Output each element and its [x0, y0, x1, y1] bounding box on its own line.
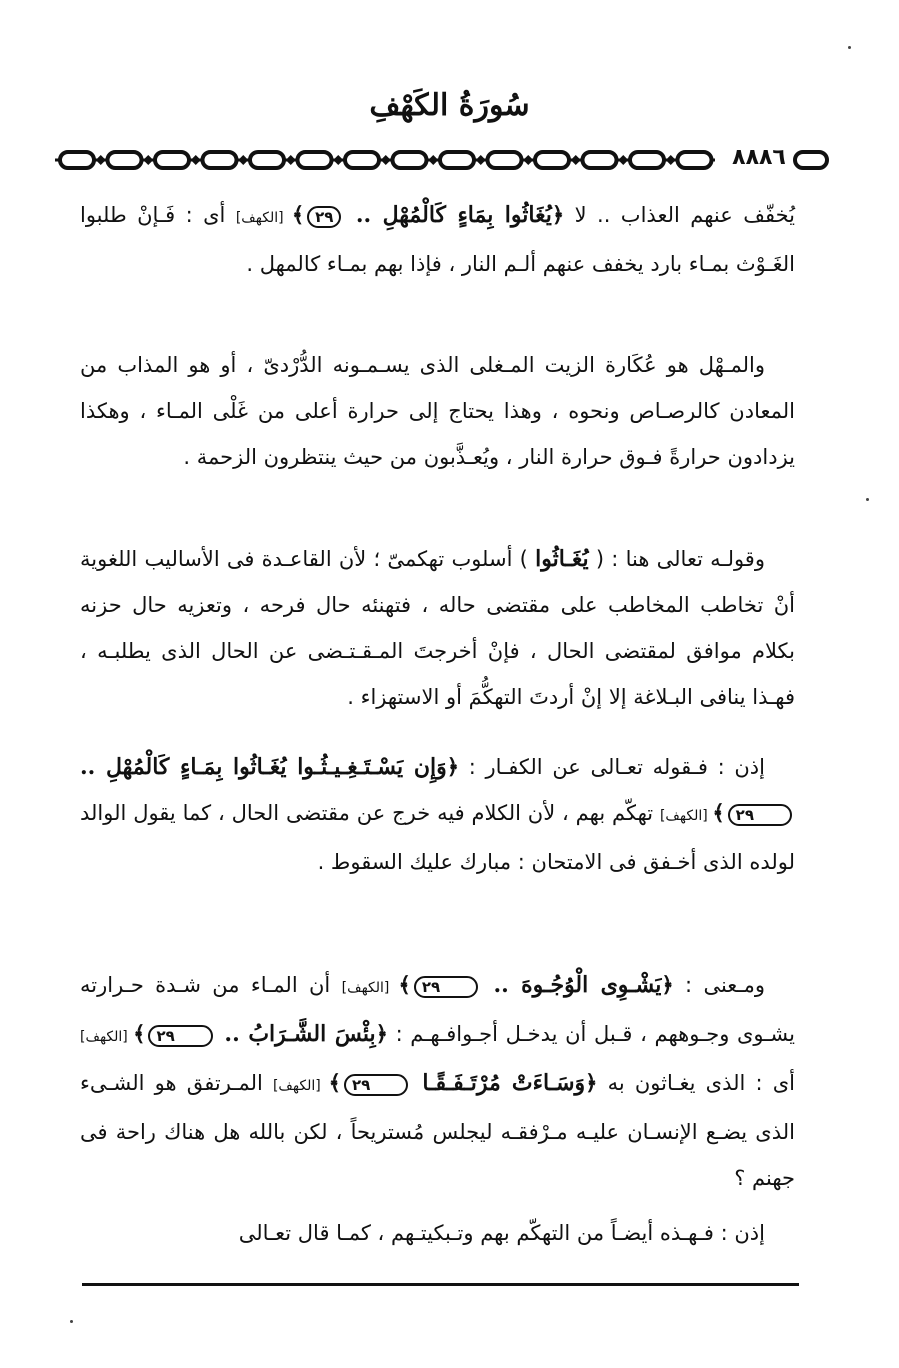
- ornament-diamond: [666, 155, 676, 165]
- quran-bracket: ﴿: [661, 972, 674, 997]
- surah-reference: [الكهف]: [235, 210, 292, 226]
- body-paragraph: [80, 342, 795, 480]
- ayah-number: ٢٩: [148, 1025, 212, 1047]
- ornament-diamond: [191, 155, 201, 165]
- ayah-number: ٢٩: [344, 1074, 408, 1096]
- scan-speck: [848, 46, 851, 49]
- ornament-oval: [630, 152, 664, 168]
- ornament-oval: [250, 152, 284, 168]
- body-text-run: إذن : فـقوله تعـالى عن الكفـار :: [459, 755, 765, 779]
- body-text-run: تهكّم بهم ، لأن الكلام فيه خرج عن مقتضى الحال ، كما يقول الوالد لولده الذى أخـفق فى الامتحان : مبارك عليك السقوط .: [80, 801, 795, 874]
- body-text-run: أى : الذى يغـاثون به: [597, 1071, 795, 1095]
- ornament-oval: [393, 152, 427, 168]
- quran-quote: يُغَـاثُوا: [535, 546, 589, 572]
- quran-bracket: ﴾: [133, 1021, 146, 1046]
- ornament-oval: [678, 152, 712, 168]
- quran-bracket: ﴾: [712, 800, 725, 825]
- quran-quote: يُغَاثُوا بِمَاءٍ كَالْمُهْلِ ..: [344, 202, 552, 228]
- quran-bracket: ﴾: [398, 972, 411, 997]
- ornament-diamond: [381, 155, 391, 165]
- surah-reference: [الكهف]: [341, 980, 399, 996]
- footer-rule: [82, 1283, 799, 1286]
- body-paragraph: [80, 962, 795, 1201]
- body-text-run: والمـهْل هو عُكَارة الزيت المـغلى الذى يسـمـونه الدُّرْدىّ ، أو هو المذاب من المعادن كالرصـاص ونحوه ، وهذا يحتاج إلى حرارة أعلى من غَلْى المـاء ، وهكذا يزدادون حرارةً فـوق حرارة النار ، ويُعـذَّبون من حيث ينتظرون الزحمة .: [80, 353, 795, 469]
- ornament-diamond: [476, 155, 486, 165]
- ornament-diamond: [523, 155, 533, 165]
- ornament-oval: [440, 152, 474, 168]
- body-text-run: وقولـه تعالى هنا : (: [588, 547, 765, 571]
- body-paragraph: [80, 744, 795, 885]
- ornament-diamond: [618, 155, 628, 165]
- ayah-number: ٢٩: [307, 206, 341, 228]
- body-text-run: يُخفّف عنهم العذاب .. لا: [564, 203, 795, 227]
- ayah-number: ٢٩: [728, 804, 792, 826]
- ornament-oval: [203, 152, 237, 168]
- header-ornament-band: [55, 145, 830, 175]
- ornament-oval: [345, 152, 379, 168]
- ornament-diamond: [286, 155, 296, 165]
- ornament-diamond: [333, 155, 343, 165]
- ornament-diamond: [428, 155, 438, 165]
- ornament-oval: [60, 152, 94, 168]
- ornament-oval: [298, 152, 332, 168]
- body-text-run: ومـعنى :: [673, 973, 765, 997]
- page-number: ٨٨٨٦: [732, 145, 786, 170]
- quran-bracket: ﴿: [375, 1021, 388, 1046]
- body-text-run: إذن : فـهـذه أيضـاً من التهكّم بهم وتـبكيتـهم ، كمـا قال تعـالى: [238, 1221, 765, 1245]
- body-paragraph: [80, 192, 795, 287]
- quran-bracket: ﴿: [446, 754, 460, 779]
- quran-quote: يَشْـوِى الْوُجُـوهَ ..: [481, 972, 662, 998]
- ornament-oval: [535, 152, 569, 168]
- scan-speck: [866, 498, 869, 501]
- ornament-oval: [108, 152, 142, 168]
- body-text-run: أى : فَـإنْ طلبوا الغَـوْث بمـاء بارد يخفف عنهم ألـم النار ، فإذا بهم بمـاء كالمهل .: [80, 203, 795, 276]
- ornament-end-cap: [795, 152, 827, 168]
- ornament-oval: [155, 152, 189, 168]
- body-paragraph: [80, 1210, 795, 1256]
- quran-bracket: ﴾: [328, 1070, 341, 1095]
- ornament-oval: [583, 152, 617, 168]
- scan-speck: [70, 1320, 73, 1323]
- quran-quote: وَسَـاءَتْ مُرْتَـفَـقًـا: [411, 1070, 586, 1096]
- quran-quote: بِئْسَ الشَّـرَابُ ..: [215, 1021, 376, 1047]
- surah-title: سُورَةُ الكَهْفِ: [369, 88, 530, 123]
- ornament-diamond: [571, 155, 581, 165]
- ayah-number: ٢٩: [414, 976, 478, 998]
- body-text-run: أن المـاء من شـدة حـرارته يشـوى وجـوههم ، قـبل أن يدخـل أجـوافـهـم :: [80, 973, 795, 1046]
- body-text-run: المـرتفق هو الشـىء الذى يضـع الإنسـان عليـه مـرْفقـه ليجلس مُستريحاً ، لكن بالله هل هناك راحة فى جهنم ؟: [80, 1071, 795, 1190]
- surah-reference: [الكهف]: [272, 1078, 329, 1094]
- ornament-diamond: [143, 155, 153, 165]
- body-paragraph: [80, 536, 795, 720]
- quran-bracket: ﴾: [291, 202, 305, 227]
- ornament-diamond: [96, 155, 106, 165]
- body-text-run: ) أسلوب تهكمىّ ؛ لأن القاعـدة فى الأساليب اللغوية أنْ تخاطب المخاطب على مقتضى حاله ، فتهنئه حال فرحه ، وتعزيه حال حزنه بكلام موافق لمقتضى الحال ، فإنْ أخرجتَ المـقـتـضى عن الحال الذى يطلبـه ، فهـذا ينافى البـلاغة إلا إنْ أردتَ التهكُّمَ أو الاستهزاء .: [80, 547, 795, 709]
- quran-bracket: ﴿: [585, 1070, 598, 1095]
- quran-quote: وَإِن يَسْـتَـغِـيـثُـوا يُغَـاثُوا بِمَـاءٍ كَالْمُهْلِ ..: [80, 754, 447, 780]
- quran-bracket: ﴿: [551, 202, 565, 227]
- ornament-oval: [488, 152, 522, 168]
- surah-reference: [الكهف]: [80, 1029, 134, 1045]
- ornament-diamond: [238, 155, 248, 165]
- surah-reference: [الكهف]: [659, 808, 713, 824]
